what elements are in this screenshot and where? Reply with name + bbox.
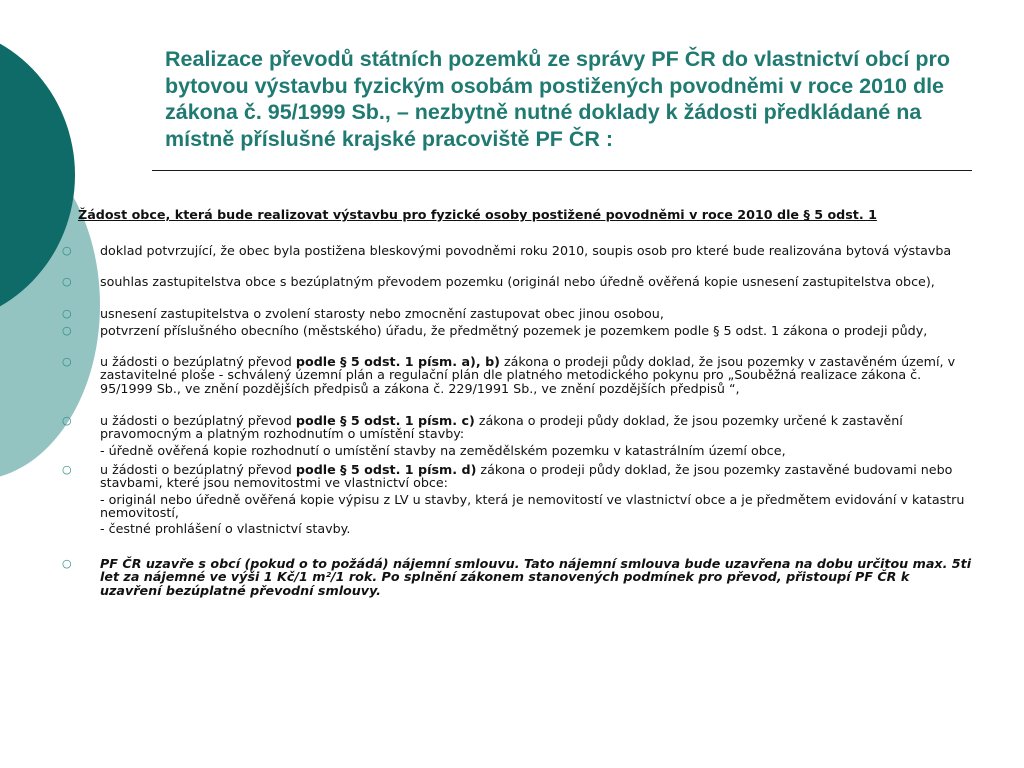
bullet-circle-icon: ○ xyxy=(62,307,72,320)
bullet-circle-icon: ○ xyxy=(62,557,72,570)
list-item-bold: podle § 5 odst. 1 písm. c) xyxy=(295,413,475,428)
list-item-bold: podle § 5 odst. 1 písm. d) xyxy=(295,462,477,477)
list-item-post: zákona o prodeji půdy doklad, že jsou pozemky určené k zastavění pravomocným a platným rozhodnutím o umístění stavby: xyxy=(100,413,903,442)
bullet-circle-icon: ○ xyxy=(62,355,72,368)
title-divider xyxy=(152,170,972,171)
list-sub-item: - úředně ověřená kopie rozhodnutí o umístění stavby na zemědělském pozemku v katastrálním území obce, xyxy=(100,443,786,458)
list-item xyxy=(62,243,975,258)
list-item-post: zákona o prodeji půdy doklad, že jsou pozemky zastavěné budovami nebo stavbami, které jsou nemovitostmi ve vlastnictví obce: xyxy=(100,462,953,491)
slide-title: Realizace převodů státních pozemků ze správy PF ČR do vlastnictví obcí pro bytovou výstavbu fyzickým osobám postižených povodněmi v roce 2010 dle zákona č. 95/1999 Sb., – nezbytně nutné doklady k žádosti předkládané na místně příslušné krajské pracoviště PF ČR : xyxy=(165,47,950,151)
list-item-italic: PF ČR uzavře s obcí (pokud o to požádá) nájemní smlouvu. Tato nájemní smlouva bude uzavřena na dobu určitou max. 5ti let za nájemné ve výši 1 Kč/1 m²/1 rok. Po splnění zákonem stanovených podmínek pro převod, přistoupí PF ČR k uzavření bezúplatné převodní smlouvy. xyxy=(100,556,972,598)
list-item-text: doklad potvrzující, že obec byla postižena bleskovými povodněmi roku 2010, soupis osob pro které bude realizována bytová výstavba xyxy=(100,243,952,258)
subheading: Žádost obce, která bude realizovat výstavbu pro fyzické osoby postižené povodněmi v roce 2010 dle § 5 odst. 1 xyxy=(78,207,877,222)
list-item xyxy=(62,306,975,321)
list-item xyxy=(62,462,975,491)
bullet-circle-icon: ○ xyxy=(62,414,72,427)
list-item-pre: u žádosti o bezúplatný převod xyxy=(100,354,296,369)
list-item-text: potvrzení příslušného obecního (městského) úřadu, že předmětný pozemek je pozemkem podle § 5 odst. 1 zákona o prodeji půdy, xyxy=(100,323,928,338)
list-sub-item: - originál nebo úředně ověřená kopie výpisu z LV u stavby, která je nemovitostí ve vlastnictví obce a je předmětem evidování v katastru nemovitostí, xyxy=(100,492,965,521)
list-item-bold: podle § 5 odst. 1 písm. a), b) xyxy=(295,354,500,369)
list-item xyxy=(62,274,975,289)
bullet-circle-icon: ○ xyxy=(62,324,72,337)
bullet-circle-icon: ○ xyxy=(62,275,72,288)
list-item xyxy=(62,556,975,598)
list-item xyxy=(62,354,975,396)
bullet-circle-icon: ○ xyxy=(62,244,72,257)
list-item-text: souhlas zastupitelstva obce s bezúplatným převodem pozemku (originál nebo úředně ověřená kopie usnesení zastupitelstva obce), xyxy=(100,274,935,289)
list-item-text: usnesení zastupitelstva o zvolení starosty nebo zmocnění zastupovat obec jinou osobou, xyxy=(100,306,664,321)
list-item xyxy=(62,323,975,338)
list-sub-item: - čestné prohlášení o vlastnictví stavby. xyxy=(100,521,351,536)
list-item-post: zákona o prodeji půdy doklad, že jsou pozemky v zastavěném území, v zastavitelné ploše - schválený územní plán a regulační plán dle platného metodického pokynu pro „Souběžná realizace zákona č. 95/1999 Sb., ve znění pozdějších předpisů a zákona č. 229/1991 Sb., ve znění pozdějších předpisů “, xyxy=(100,354,956,396)
list-item xyxy=(62,413,975,442)
bullet-circle-icon: ○ xyxy=(62,463,72,476)
list-item-pre: u žádosti o bezúplatný převod xyxy=(100,413,296,428)
list-item-pre: u žádosti o bezúplatný převod xyxy=(100,462,296,477)
